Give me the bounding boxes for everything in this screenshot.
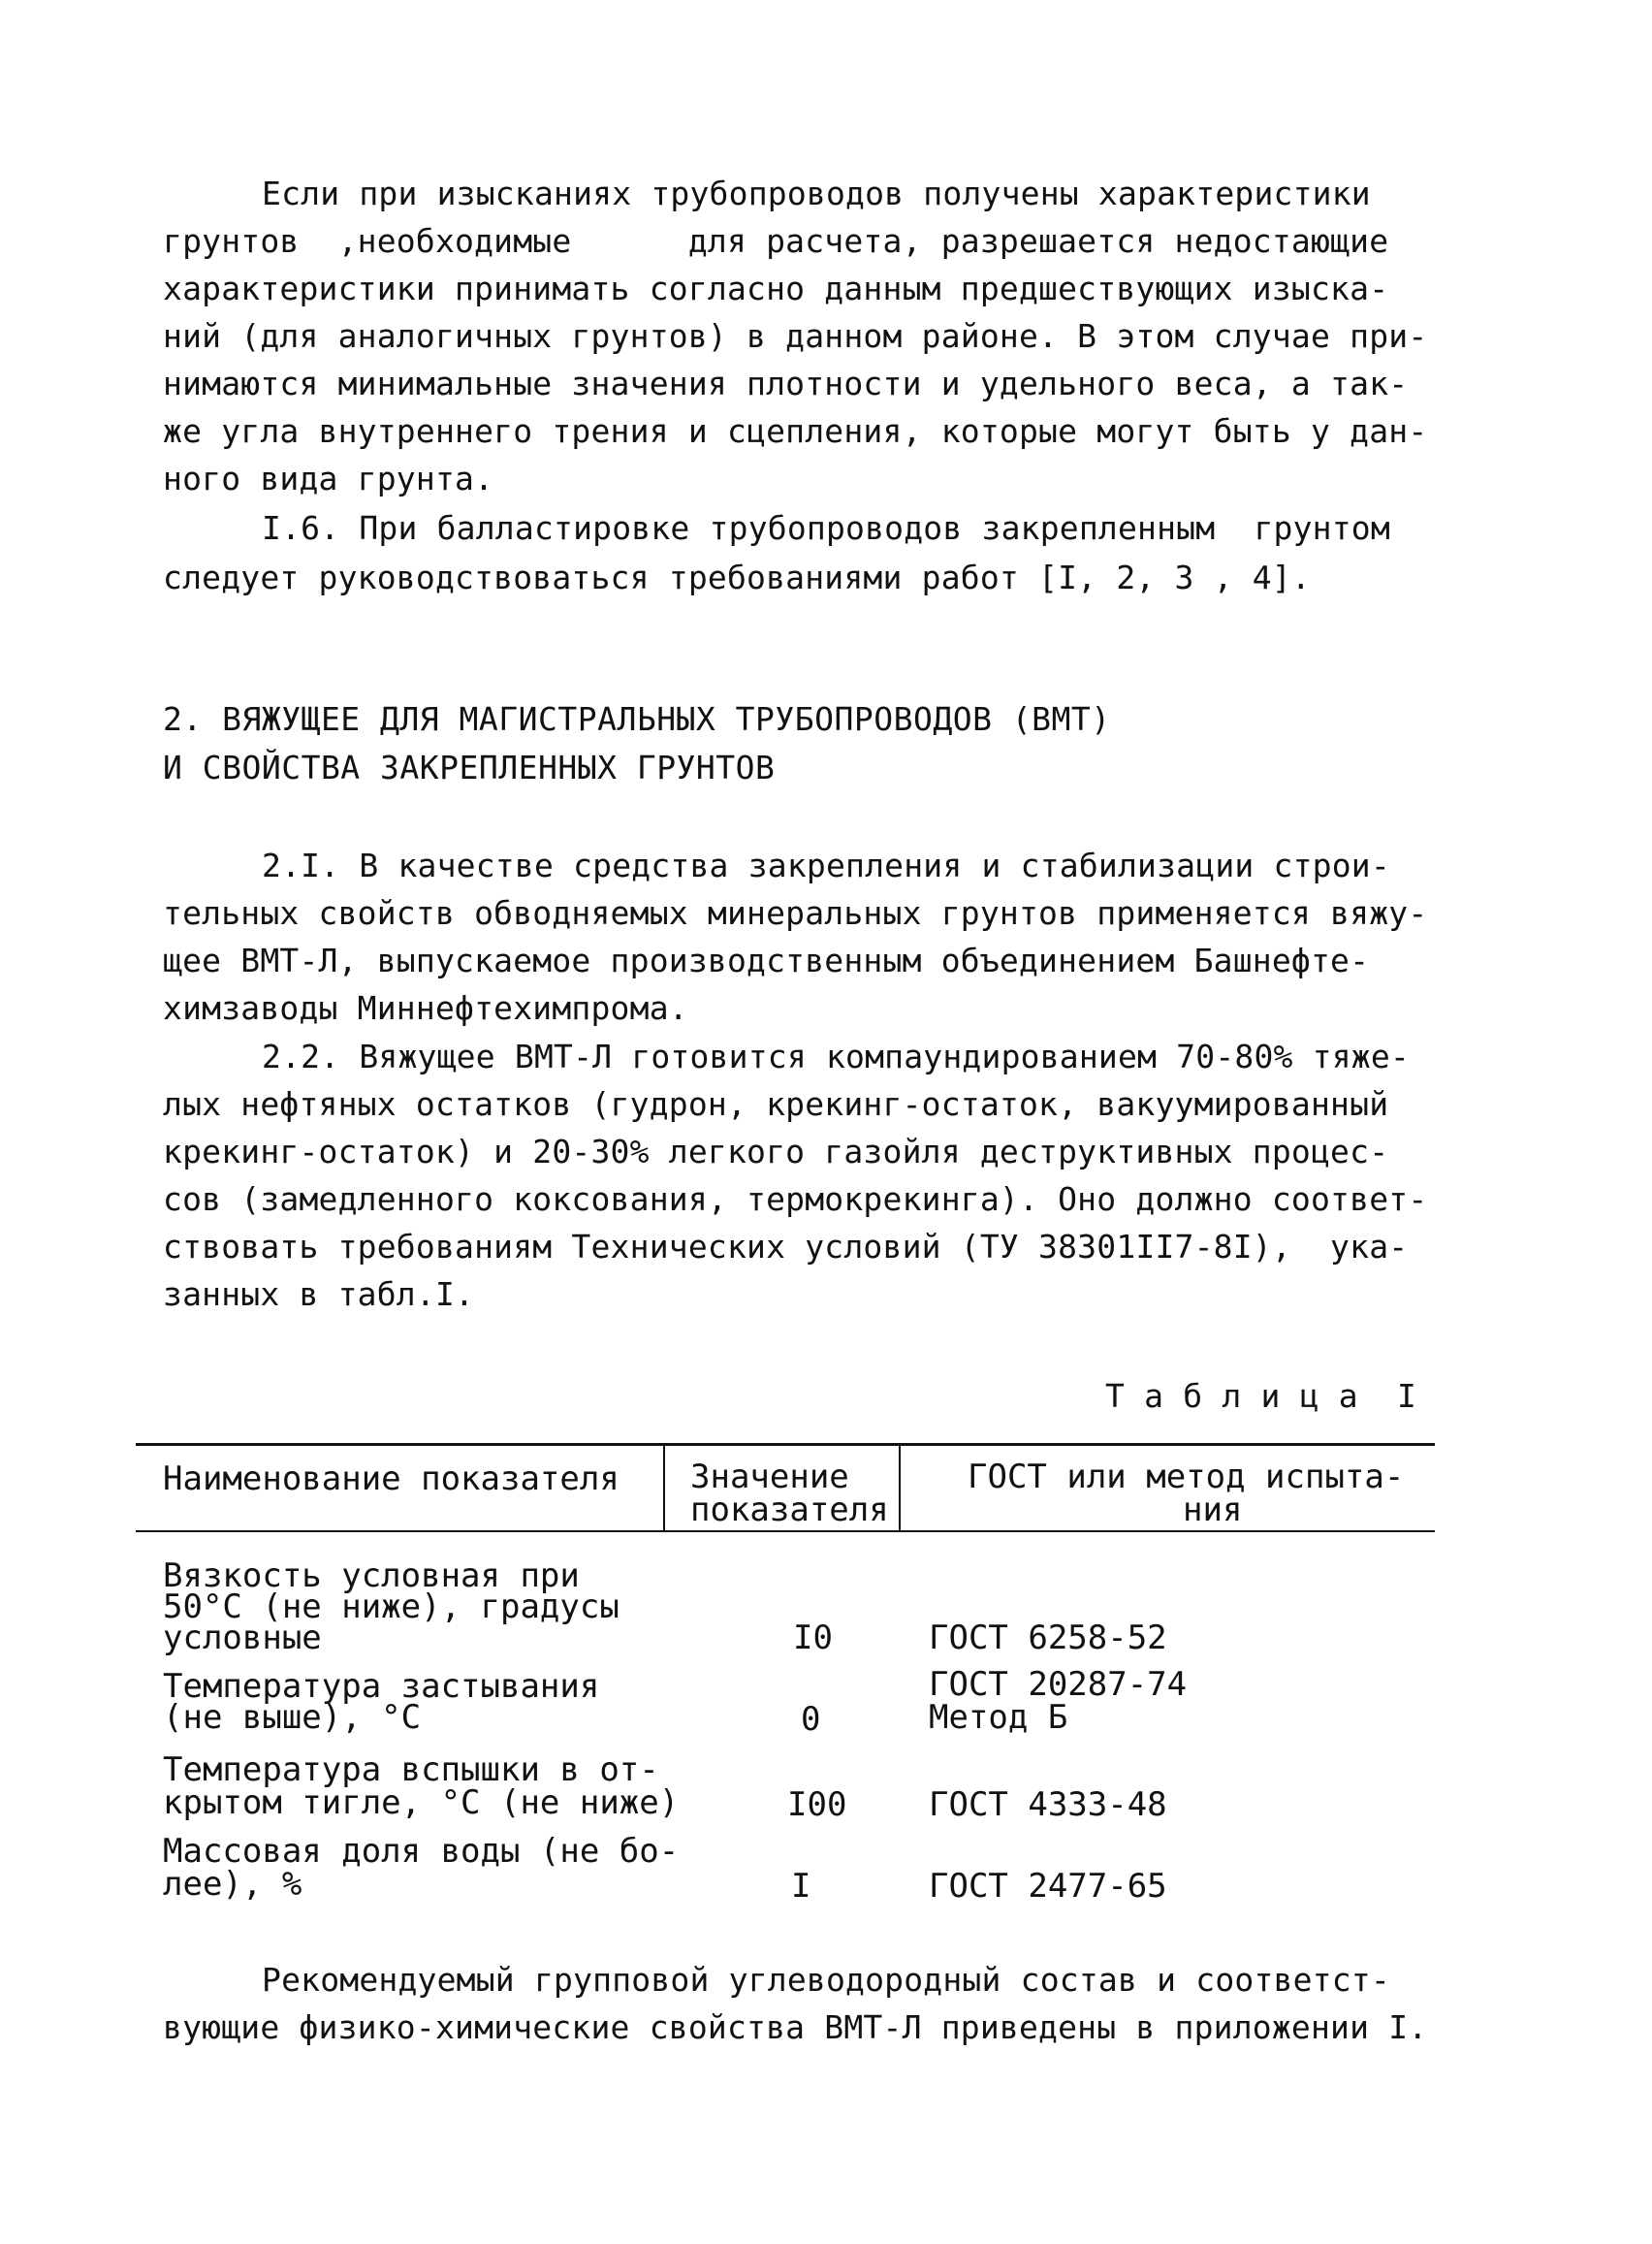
row-method: ГОСТ 4333-48 [929,1785,1167,1824]
row-name-line: лее), % [163,1865,302,1904]
text-line: крекинг-остаток) и 20-30% легкого газойля деструктивных процес- [163,1133,1389,1170]
text-line: вующие физико-химические свойства ВМТ-Л приведены в приложении I. [163,2008,1428,2046]
table-column-divider [663,1445,665,1530]
text-line: 2.2. Вяжущее ВМТ-Л готовится компаундированием 70-80% тяже- [262,1038,1410,1075]
row-value: I00 [787,1785,847,1824]
row-value: I0 [793,1619,833,1657]
table-header-value: показателя [690,1491,889,1529]
row-name-line: Температура застывания [163,1667,600,1706]
text-line: следует руководствоваться требованиями работ [I, 2, 3 , 4]. [163,559,1311,596]
text-line: же угла внутреннего трения и сцепления, которые могут быть у дан- [163,412,1428,450]
table-column-divider [899,1445,901,1530]
table-header-method: ГОСТ или метод испыта- [968,1458,1405,1496]
text-line: ствовать требованиям Технических условий (ТУ 38301II7-8I), ука- [163,1228,1409,1266]
row-method: ГОСТ 6258-52 [929,1619,1167,1657]
table-header-name: Наименование показателя [163,1459,620,1498]
text-line: характеристики принимать согласно данным предшествующих изыска- [163,270,1389,307]
table-caption: Т а б л и ц а I [1105,1377,1417,1415]
text-line: ний (для аналогичных грунтов) в данном районе. В этом случае при- [163,317,1428,355]
row-name-line: крытом тигле, °С (не ниже) [163,1783,680,1822]
row-method: Метод Б [929,1698,1068,1737]
text-line: занных в табл.I. [163,1275,475,1313]
row-name-line: условные [163,1619,322,1657]
row-value: I [791,1867,811,1906]
section-title-line-2: И СВОЙСТВА ЗАКРЕПЛЕННЫХ ГРУНТОВ [163,749,776,786]
text-line: лых нефтяных остатков (гудрон, крекинг-остаток, вакуумированный [163,1085,1389,1123]
table-header-value: Значение [690,1458,849,1496]
row-value: 0 [801,1700,821,1739]
text-line: грунтов ,необходимые для расчета, разрешается недостающие [163,222,1389,260]
text-line: 2.I. В качестве средства закрепления и стабилизации строи- [262,847,1390,884]
section-title-line-1: 2. ВЯЖУЩЕЕ ДЛЯ МАГИСТРАЛЬНЫХ ТРУБОПРОВОДОВ (ВМТ) [163,700,1111,738]
row-method: ГОСТ 2477-65 [929,1867,1167,1906]
text-line: химзаводы Миннефтехимпрома. [163,989,688,1027]
text-line: нимаются минимальные значения плотности и удельного веса, а так- [163,365,1409,402]
text-line: I.6. При балластировке трубопроводов закрепленным грунтом [262,509,1390,547]
row-method: ГОСТ 20287-74 [929,1665,1188,1704]
text-line: сов (замедленного коксования, термокрекинга). Оно должно соответ- [163,1180,1428,1218]
table-top-rule [136,1443,1435,1446]
text-line: щее ВМТ-Л, выпускаемое производственным объединением Башнефте- [163,942,1370,979]
row-name-line: Массовая доля воды (не бо- [163,1832,680,1871]
text-line: Если при изысканиях трубопроводов получены характеристики [262,175,1371,212]
row-name-line: Вязкость условная при [163,1556,580,1595]
text-line: тельных свойств обводняемых минеральных грунтов применяется вяжу- [163,894,1428,932]
row-name-line: (не выше), °С [163,1698,422,1737]
row-name-line: 50°С (не ниже), градусы [163,1587,620,1626]
table-header-rule [136,1530,1435,1532]
table-header-method: ния [1183,1491,1243,1529]
text-line: Рекомендуемый групповой углеводородный состав и соответст- [262,1961,1390,1999]
text-line: ного вида грунта. [163,460,494,497]
row-name-line: Температура вспышки в от- [163,1750,659,1789]
